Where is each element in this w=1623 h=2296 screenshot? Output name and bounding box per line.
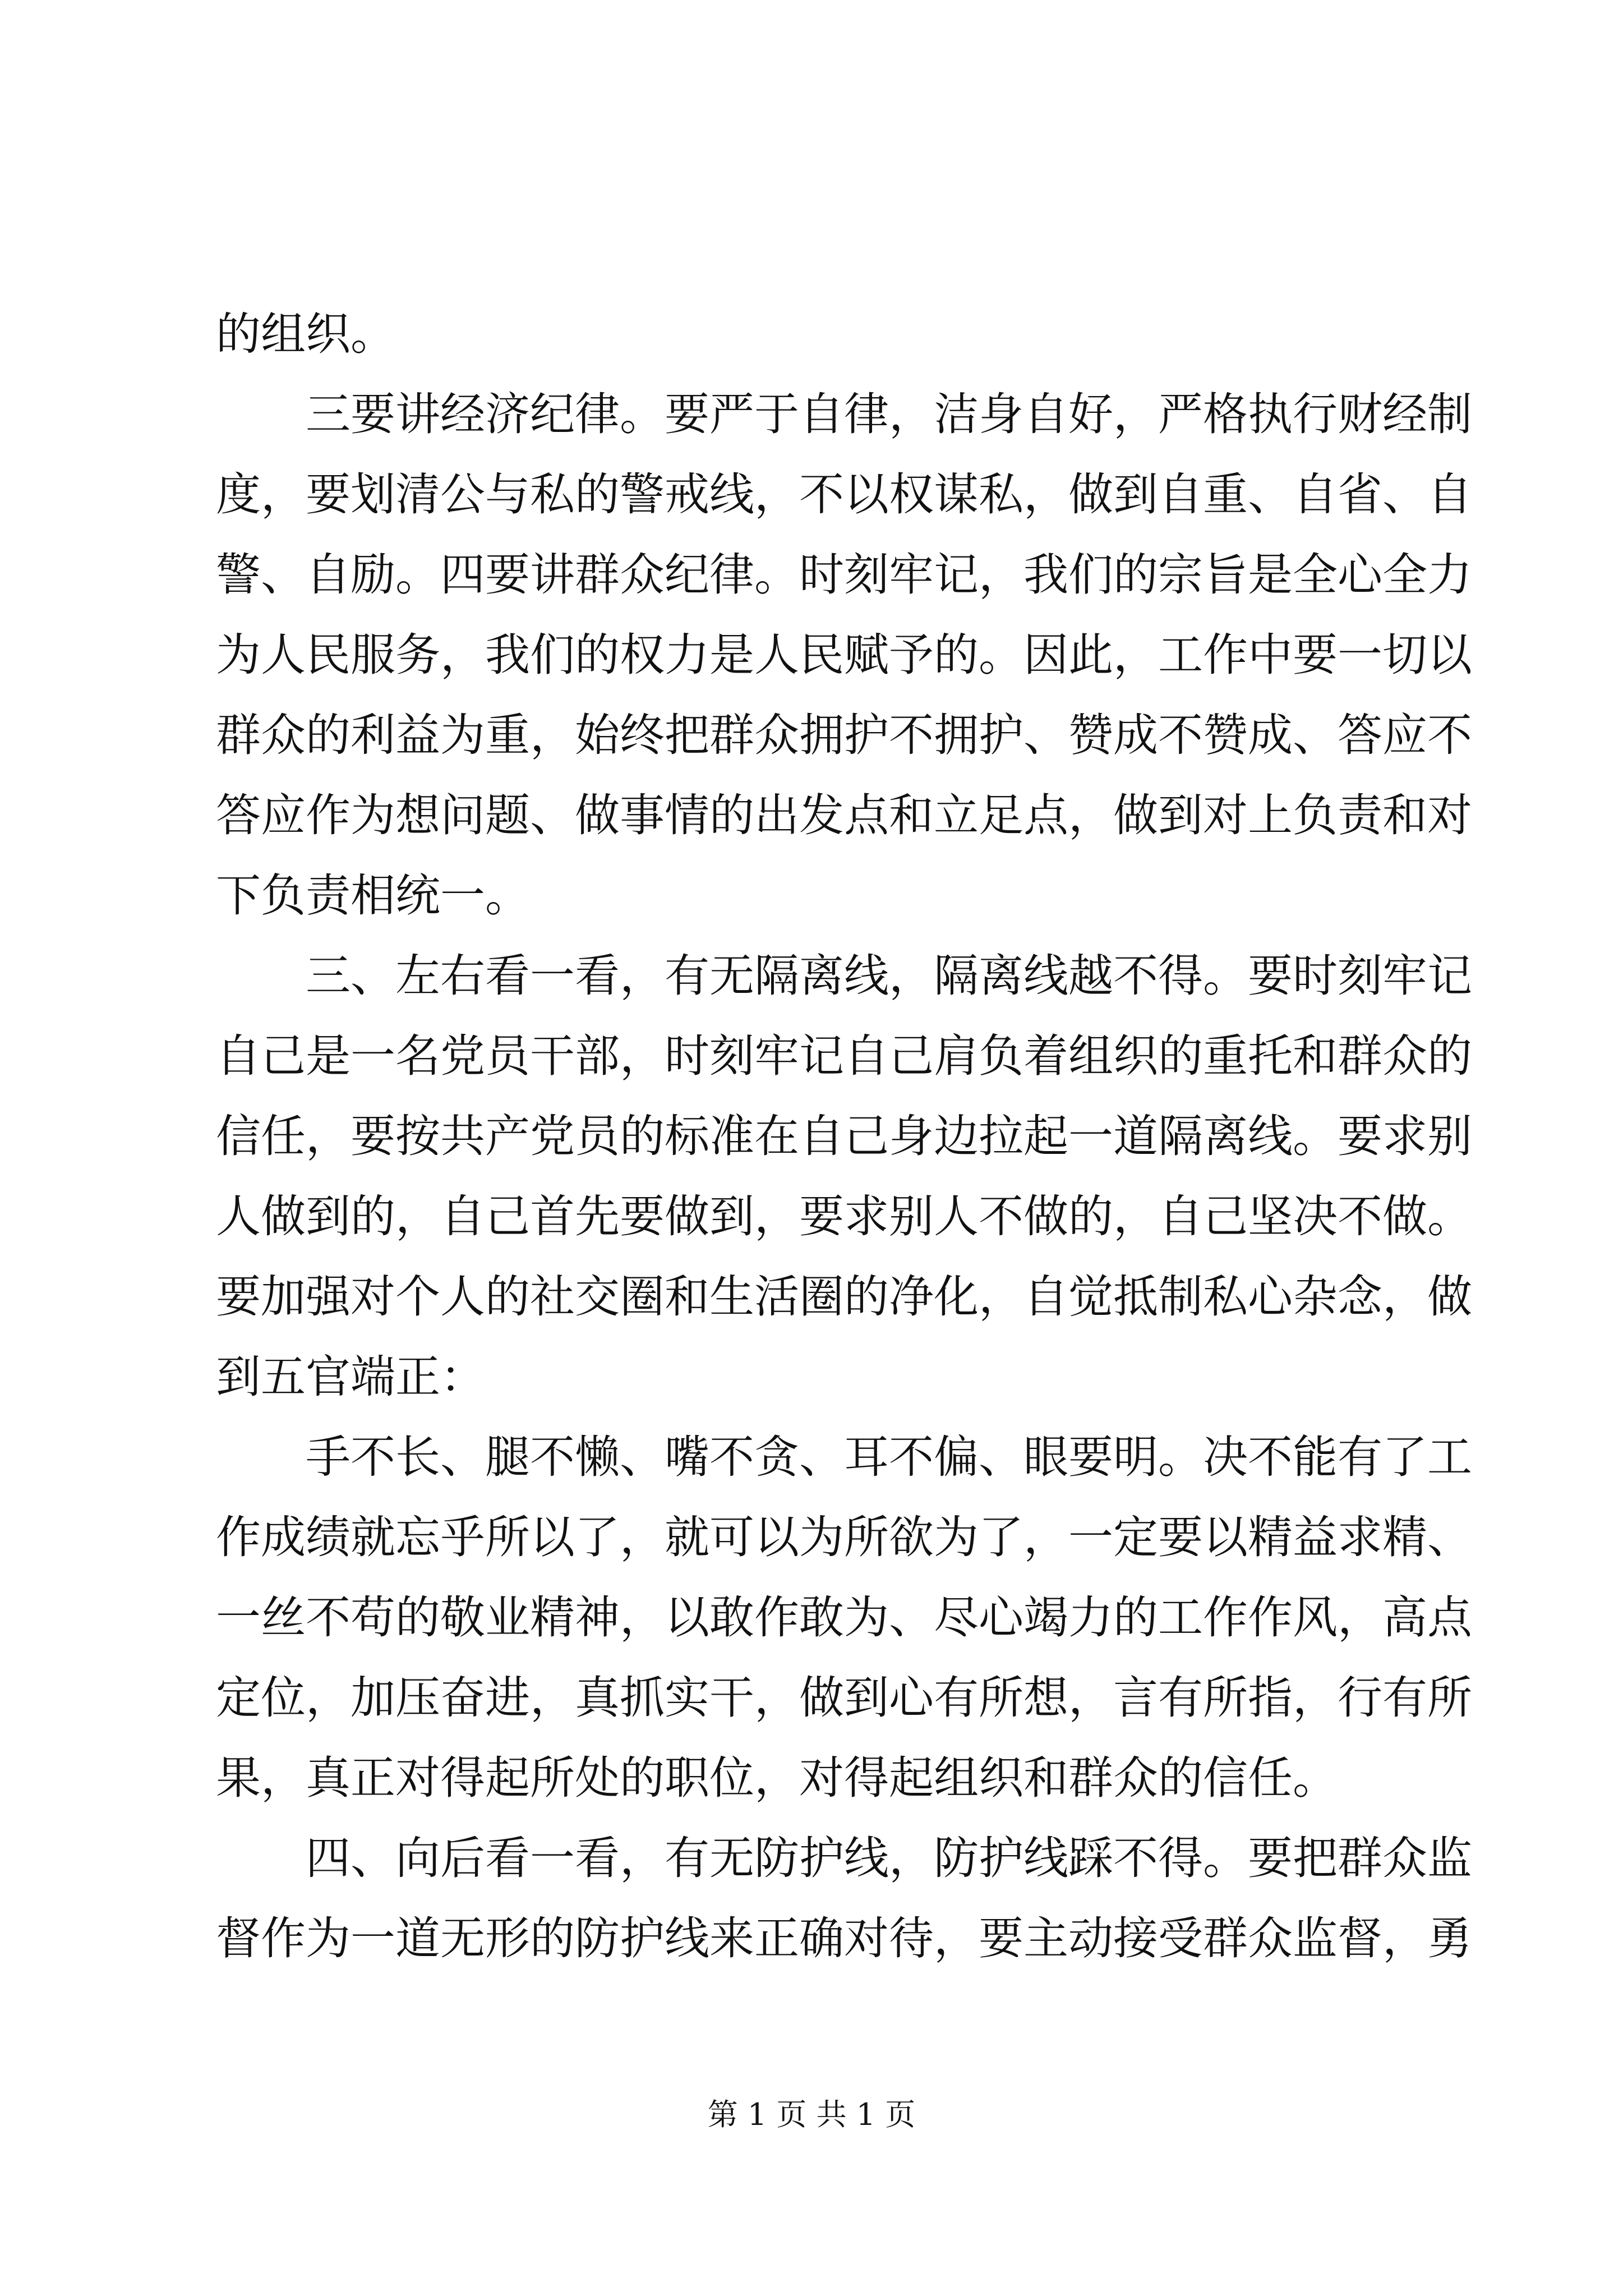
text-line: 到五官端正： <box>216 1351 485 1403</box>
page-number-footer: 第 1 页 共 1 页 <box>707 2097 916 2132</box>
paragraph-first-line: 三、左右看一看，有无隔离线，隔离线越不得。要时刻牢记 <box>306 950 1472 1002</box>
text-line: 自己是一名党员干部，时刻牢记自己肩负着组织的重托和群众的 <box>216 1030 1472 1082</box>
text-line: 作成绩就忘乎所以了，就可以为所欲为了，一定要以精益求精、 <box>216 1511 1472 1563</box>
text-line: 的组织。 <box>216 308 395 360</box>
paragraph-first-line: 三要讲经济纪律。要严于自律，洁身自好，严格执行财经制 <box>306 388 1472 440</box>
text-line: 果，真正对得起所处的职位，对得起组织和群众的信任。 <box>216 1752 1338 1804</box>
paragraph-first-line: 手不长、腿不懒、嘴不贪、耳不偏、眼要明。决不能有了工 <box>306 1431 1472 1483</box>
text-line: 下负责相统一。 <box>216 869 530 922</box>
text-line: 定位，加压奋进，真抓实干，做到心有所想，言有所指，行有所 <box>216 1672 1472 1724</box>
text-line: 人做到的，自己首先要做到，要求别人不做的，自己坚决不做。 <box>216 1190 1472 1243</box>
text-line: 度，要划清公与私的警戒线，不以权谋私，做到自重、自省、自 <box>216 468 1472 521</box>
text-line: 信任，要按共产党员的标准在自己身边拉起一道隔离线。要求别 <box>216 1110 1472 1162</box>
text-line: 群众的利益为重，始终把群众拥护不拥护、赞成不赞成、答应不 <box>216 709 1472 761</box>
text-line: 要加强对个人的社交圈和生活圈的净化，自觉抵制私心杂念，做 <box>216 1271 1472 1323</box>
text-line: 答应作为想问题、做事情的出发点和立足点，做到对上负责和对 <box>216 789 1472 841</box>
text-line: 警、自励。四要讲群众纪律。时刻牢记，我们的宗旨是全心全力 <box>216 549 1472 601</box>
paragraph-first-line: 四、向后看一看，有无防护线，防护线踩不得。要把群众监 <box>306 1832 1472 1884</box>
text-line: 督作为一道无形的防护线来正确对待，要主动接受群众监督，勇 <box>216 1912 1472 1964</box>
text-line: 一丝不苟的敬业精神，以敢作敢为、尽心竭力的工作作风，高点 <box>216 1591 1472 1644</box>
text-line: 为人民服务，我们的权力是人民赋予的。因此，工作中要一切以 <box>216 629 1472 681</box>
